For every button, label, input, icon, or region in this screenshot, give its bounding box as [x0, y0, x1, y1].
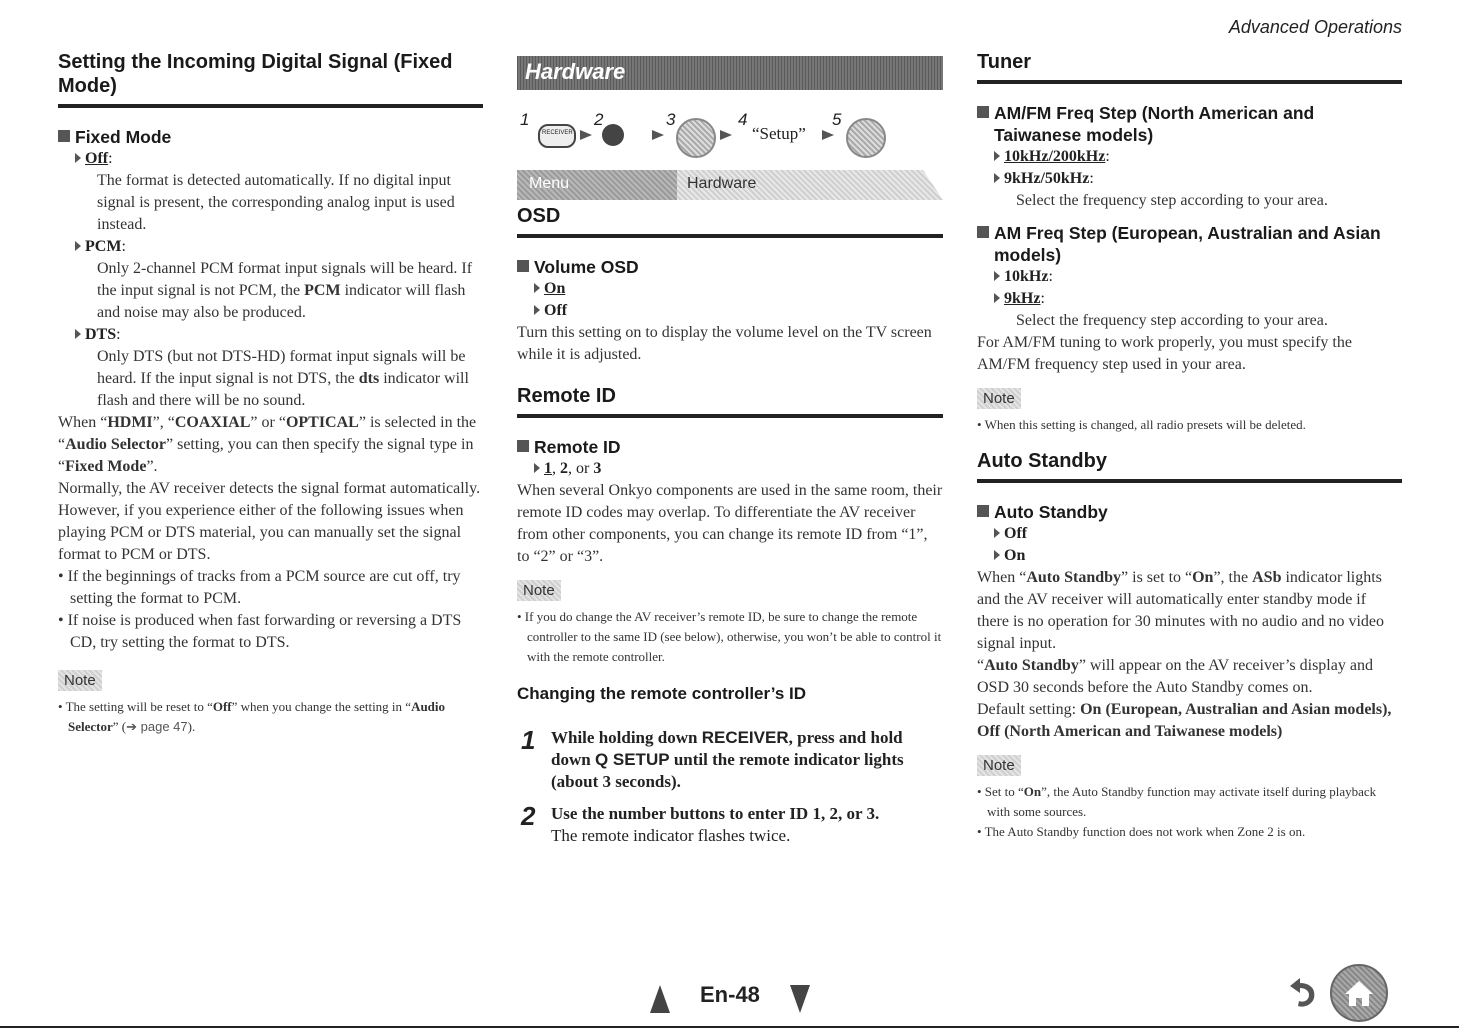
note-auto-standby-1: • Set to “On”, the Auto Standby function may activate itself during playback with some sources.: [977, 784, 1377, 819]
bullet-pcm: • If the beginnings of tracks from a PCM source are cut off, try setting the format to PCM.: [58, 568, 461, 607]
triangle-bullet-icon: [75, 241, 81, 251]
subsection-volume-osd: Volume OSD: [517, 256, 943, 278]
auto-standby-p1: When “Auto Standby” is set to “On”, the ASb indicator lights and the AV receiver will automatically enter standby mode if there is no operation for 30 minutes with no audio and no video signal input.: [977, 569, 1385, 652]
step-2-desc: The remote indicator flashes twice.: [551, 826, 791, 845]
menu-breadcrumb: [517, 170, 943, 200]
step-number: 5: [832, 110, 842, 129]
previous-page-icon[interactable]: [650, 985, 670, 1013]
triangle-bullet-icon: [994, 173, 1000, 183]
square-bullet-icon: [977, 226, 989, 238]
step-number: 1: [520, 110, 530, 129]
cursor-pad-icon: [676, 118, 716, 158]
step-number: 4: [738, 110, 748, 129]
triangle-bullet-icon: [75, 329, 81, 339]
square-bullet-icon: [517, 440, 529, 452]
option-off: Off:: [58, 148, 483, 170]
remote-id-desc: When several Onkyo components are used in the same room, their remote ID codes may overlap. To differentiate the AV receiver from other components, you can change its remote ID from “1”, to “2” or “3”.: [517, 482, 943, 565]
back-icon[interactable]: [1282, 972, 1322, 1012]
setup-label: “Setup”: [752, 124, 806, 143]
setup-button-icon: [602, 124, 624, 146]
column-fixed-mode: [58, 0, 483, 737]
triangle-bullet-icon: [75, 153, 81, 163]
page-link[interactable]: ➔ page 47: [126, 719, 188, 734]
subsection-fixed-mode: Fixed Mode: [58, 126, 483, 148]
arrow-right-icon: [652, 130, 664, 140]
triangle-bullet-icon: [994, 550, 1000, 560]
option-pcm-desc: Only 2-channel PCM format input signals will be heard. If the input signal is not PCM, the PCM indicator will flash and noise may also be produced.: [97, 260, 473, 321]
section-title-auto-standby: Auto Standby: [977, 449, 1402, 483]
arrow-right-icon: [580, 130, 592, 140]
option-off: Off: [977, 523, 1402, 545]
option-9khz-50khz: 9kHz/50kHz:: [977, 168, 1402, 190]
note-remote-id: • If you do change the AV receiver’s remote ID, be sure to change the remote controller to the same ID (see below), otherwise, you won’t be able to control it with the remote controller.: [517, 609, 942, 664]
arrow-right-icon: [720, 130, 732, 140]
step-2-title: Use the number buttons to enter ID 1, 2, or 3.: [551, 804, 880, 823]
volume-osd-desc: Turn this setting on to display the volume level on the TV screen while it is adjusted.: [517, 324, 932, 363]
menu-value: Hardware: [687, 175, 757, 192]
subsection-remote-id: Remote ID: [517, 436, 943, 458]
next-page-icon[interactable]: [790, 985, 810, 1013]
receiver-button-icon: RECEIVER: [538, 124, 576, 148]
section-title-remote-id: Remote ID: [517, 384, 943, 418]
square-bullet-icon: [517, 260, 529, 272]
option-remote-ids: 1, 2, or 3: [517, 458, 943, 480]
section-title-tuner: Tuner: [977, 50, 1402, 84]
option-on: On: [517, 278, 943, 300]
step-1-text: While holding down RECEIVER, press and hold down Q SETUP until the remote indicator lights (about 3 seconds).: [551, 728, 904, 791]
square-bullet-icon: [977, 505, 989, 517]
hardware-banner: Hardware: [517, 56, 943, 90]
note-badge: Note: [517, 580, 561, 601]
column-tuner: [977, 0, 1402, 842]
changing-remote-id-title: Changing the remote controller’s ID: [517, 684, 807, 703]
navigation-steps: [520, 110, 940, 160]
step-number: 2: [594, 110, 604, 129]
triangle-bullet-icon: [994, 151, 1000, 161]
am-desc: Select the frequency step according to your area.: [1016, 312, 1328, 329]
running-header: Advanced Operations: [1228, 17, 1402, 37]
subsection-am-step: AM Freq Step (European, Australian and Asian models): [977, 222, 1402, 266]
menu-label: Menu: [529, 175, 570, 192]
square-bullet-icon: [977, 106, 989, 118]
tuner-paragraph: For AM/FM tuning to work properly, you must specify the AM/FM frequency step used in your area.: [977, 334, 1352, 373]
option-off: Off: [517, 300, 943, 322]
arrow-right-icon: [822, 130, 834, 140]
triangle-bullet-icon: [534, 463, 540, 473]
auto-standby-default: Default setting: On (European, Australian and Asian models), Off (North American and Taiwanese models): [977, 701, 1392, 740]
note-badge: Note: [977, 388, 1021, 409]
paragraph-normally: Normally, the AV receiver detects the signal format automatically. However, if you experience either of the following issues when playing PCM or DTS material, you can manually set the signal format to PCM or DTS.: [58, 480, 481, 563]
step-number: 2: [521, 801, 536, 831]
option-10khz: 10kHz:: [977, 266, 1402, 288]
triangle-bullet-icon: [994, 271, 1000, 281]
option-9khz: 9kHz:: [977, 288, 1402, 310]
page-number: En-48: [700, 982, 760, 1007]
option-on: On: [977, 545, 1402, 567]
cursor-pad-icon: [846, 118, 886, 158]
amfm-desc: Select the frequency step according to your area.: [1016, 192, 1328, 209]
section-title-fixed-mode: Setting the Incoming Digital Signal (Fixed Mode): [58, 50, 483, 108]
home-icon[interactable]: [1330, 964, 1388, 1022]
triangle-bullet-icon: [534, 305, 540, 315]
note-presets: • When this setting is changed, all radio presets will be deleted.: [977, 417, 1306, 432]
subsection-auto-standby: Auto Standby: [977, 501, 1402, 523]
step-number: 1: [521, 725, 536, 755]
option-dts-desc: Only DTS (but not DTS-HD) format input signals will be heard. If the input signal is not DTS, the dts indicator will flash and there will be no sound.: [97, 348, 469, 409]
option-off-desc: The format is detected automatically. If no digital input signal is present, the corresponding analog input is used instead.: [97, 172, 455, 233]
column-hardware: [517, 204, 943, 847]
bullet-dts: • If noise is produced when fast forwarding or reversing a DTS CD, try setting the format to DTS.: [58, 612, 462, 651]
option-10khz-200khz: 10kHz/200kHz:: [977, 146, 1402, 168]
triangle-bullet-icon: [994, 528, 1000, 538]
note-auto-standby-2: • The Auto Standby function does not work when Zone 2 is on.: [977, 824, 1306, 839]
note-badge: Note: [58, 670, 102, 691]
note-reset: • The setting will be reset to “Off” when you change the setting in “Audio Selector” (➔ page 47).: [58, 699, 446, 734]
step-number: 3: [666, 110, 676, 129]
bottom-rule: [0, 1026, 1459, 1028]
subsection-amfm-step: AM/FM Freq Step (North American and Taiwanese models): [977, 102, 1402, 146]
section-title-osd: OSD: [517, 204, 943, 238]
option-pcm: PCM:: [58, 236, 483, 258]
paragraph-selection: When “HDMI”, “COAXIAL” or “OPTICAL” is selected in the “Audio Selector” setting, you can then specify the signal type in “Fixed Mode”.: [58, 414, 477, 475]
option-dts: DTS:: [58, 324, 483, 346]
note-badge: Note: [977, 755, 1021, 776]
square-bullet-icon: [58, 130, 70, 142]
auto-standby-p2: “Auto Standby” will appear on the AV receiver’s display and OSD 30 seconds before the Auto Standby comes on.: [977, 657, 1373, 696]
triangle-bullet-icon: [534, 283, 540, 293]
triangle-bullet-icon: [994, 293, 1000, 303]
